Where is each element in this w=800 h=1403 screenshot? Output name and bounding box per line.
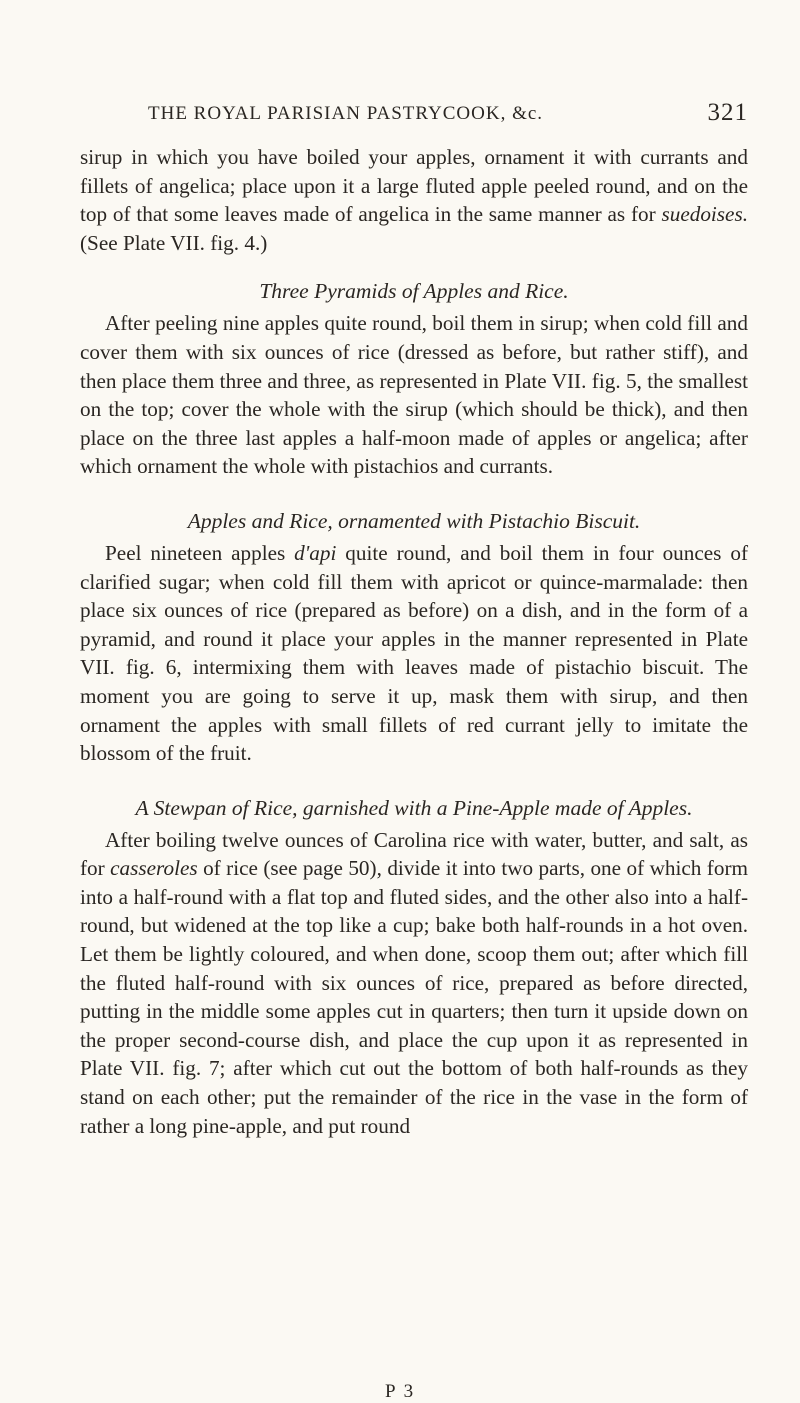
intro-italic: suedoises. <box>661 202 748 227</box>
paragraph-text-end: of rice (see page 50), divide it into two parts, one of which form into a half-round with a flat top and fluted sides, and the other also into a half-round, but widened at the top like a cup; bake both half-rounds in a hot oven. Let them be lightly coloured, and when done, scoop them out; after which fill the fluted half-round with six ounces of rice, prepared as before directed, putting in the middle some apples cut in quarters; then turn it upside down on the proper second-course dish, and place the cup upon it as represented in Plate VII. fig. 7; after which cut out the bottom of both half-rounds as they stand on each other; put the remainder of the rice in the vase in the form of rather a long pine-apple, and put round <box>80 856 748 1138</box>
intro-text: sirup in which you have boiled your apples, ornament it with currants and fillets of angelica; place upon it a large fluted apple peeled round, and on the top of that some leaves made of angelica in the same manner as for <box>80 145 748 227</box>
section-paragraph <box>80 826 748 1141</box>
running-head <box>148 99 748 126</box>
section-paragraph <box>80 539 748 768</box>
signature-mark: P 3 <box>385 1381 416 1402</box>
body-text <box>80 143 748 1140</box>
section-heading: Apples and Rice, ornamented with Pistachio Biscuit. <box>187 508 641 533</box>
section-paragraph: After peeling nine apples quite round, boil them in sirup; when cold fill and cover them with six ounces of rice (dressed as before, but rather stiff), and then place them three and three, as represented in Plate VII. fig. 5, the smallest on the top; cover the whole with the sirup (which should be thick), and then place on the three last apples a half-moon made of apples or angelica; after which ornament the whole with pistachios and currants. <box>80 311 748 479</box>
intro-text-end: (See Plate VII. fig. 4.) <box>80 230 268 255</box>
paragraph-italic: d'api <box>294 540 337 565</box>
section-heading: Three Pyramids of Apples and Rice. <box>259 279 569 304</box>
intro-paragraph <box>80 143 748 257</box>
section-heading: A Stewpan of Rice, garnished with a Pine-Apple made of Apples. <box>135 795 693 820</box>
paragraph-text: Peel nineteen apples <box>105 540 295 565</box>
running-title: THE ROYAL PARISIAN PASTRYCOOK, &c. <box>148 103 544 124</box>
paragraph-text: After boiling twelve ounces of Carolina rice with water, butter, and salt, as for <box>80 827 748 881</box>
paragraph-text-end: quite round, and boil them in four ounces of clarified sugar; when cold fill them with apricot or quince-marmalade: then place six ounces of rice (prepared as before) on a dish, and in the form of a pyramid, and round it place your apples in the manner represented in Plate VII. fig. 6, intermixing them with leaves made of pistachio biscuit. The moment you are going to serve it up, mask them with sirup, and then ornament the apples with small fillets of red currant jelly to imitate the blossom of the fruit. <box>80 540 749 766</box>
paragraph-italic: casseroles <box>110 856 198 881</box>
page-number: 321 <box>707 99 748 126</box>
